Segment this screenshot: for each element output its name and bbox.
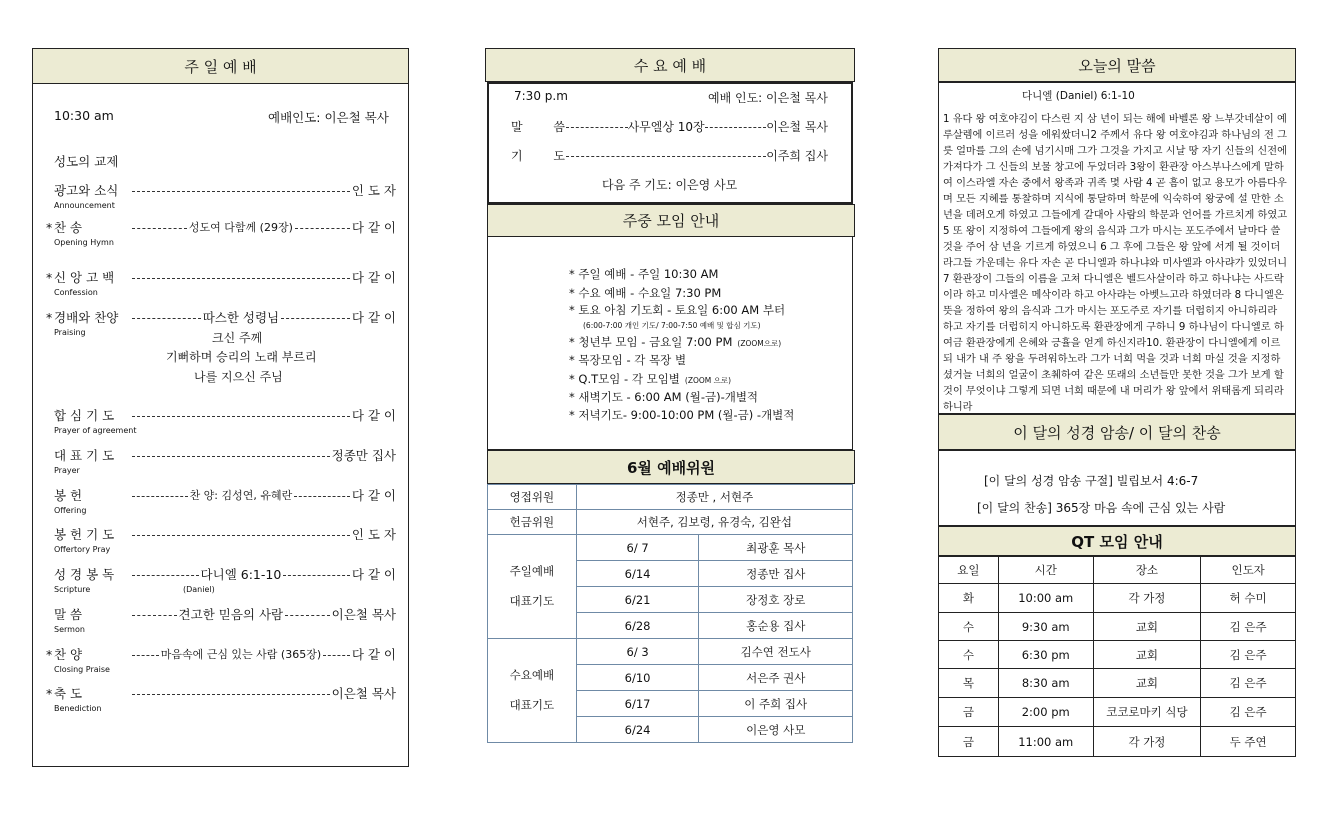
order-item-name: 봉 헌 [54, 488, 83, 503]
bullet-icon: * [569, 408, 579, 422]
date-cell: 6/10 [576, 665, 699, 691]
scripture-line: 여 이스라엘 자손 중에서 왕족과 귀족 몇 사람 4 곧 흠이 없고 용모가 아름다우 [943, 178, 1287, 189]
offering-label: 헌금위원 [488, 510, 577, 535]
table-row [939, 613, 1296, 641]
scripture-line: 며 모든 지혜를 통찰하며 지식에 통달하며 학문에 익숙하여 왕궁에 설 만한 소 [943, 194, 1284, 205]
bullet-icon: * [569, 353, 579, 367]
date-cell: 6/21 [576, 587, 699, 613]
dash-leader [132, 191, 350, 192]
scripture-line: 년을 데려오게 하였고 그들에게 갈대아 사람의 학문과 언어를 가르치게 하였고 [943, 210, 1288, 221]
label-line: 주일예배 [509, 563, 555, 578]
table-row [488, 639, 853, 665]
wed-sermon-content: 사무엘상 10장 [627, 120, 705, 134]
dash-leader [283, 575, 350, 576]
bullet-icon: * [569, 372, 579, 386]
dash-leader [285, 615, 330, 616]
dash-leader [281, 318, 350, 319]
table-header-row [939, 557, 1296, 584]
qt-cell: 교회 [1093, 641, 1201, 669]
wed-sermon-label-char: 씀 [553, 120, 565, 134]
qt-cell: 11:00 am [998, 727, 1093, 757]
order-item-content: 성도여 다함께 (29장) [188, 221, 293, 234]
order-item-leader: 다 같 이 [351, 567, 397, 582]
june-header [487, 450, 855, 484]
table-row [488, 485, 853, 510]
dash-leader [132, 228, 187, 229]
qt-header-cell: 요일 [939, 557, 999, 584]
order-item-name: 광고와 소식 [54, 183, 119, 198]
order-item-name: 찬 양 [54, 647, 83, 662]
weekly-item [569, 407, 794, 423]
order-item [46, 565, 396, 583]
qt-cell: 6:30 pm [998, 641, 1093, 669]
name-cell: 서은주 권사 [699, 665, 853, 691]
order-item [46, 218, 396, 236]
wed-prayer-label [511, 147, 565, 164]
order-item-leader: 인 도 자 [351, 183, 396, 198]
zoom-note: (ZOOM으로) [737, 339, 782, 348]
weekly-header [487, 204, 855, 237]
scripture-line: 하니라 [943, 402, 973, 413]
dash-leader [132, 575, 199, 576]
scripture-line: 가져다가 그 신들의 보물 창고에 두었더라 3왕이 환관장 아스부나스에게 말하 [943, 162, 1284, 173]
scripture-line: 릇 얼마를 그의 손에 넘기시매 그가 그것을 가지고 시날 땅 자기 신들의 신전에 [943, 146, 1287, 157]
order-item [46, 645, 396, 663]
order-item-english: Sermon [54, 625, 85, 634]
qt-cell: 허 수미 [1201, 584, 1296, 613]
order-item [46, 525, 396, 543]
qt-cell: 김 은주 [1201, 669, 1296, 698]
order-item-leader: 이은철 목사 [331, 686, 396, 701]
dash-leader [566, 156, 766, 157]
memory-hymn: [이 달의 찬송] 365장 마음 속에 근심 있는 사람 [977, 501, 1226, 515]
order-item-content: 다니엘 6:1-10 [200, 567, 282, 582]
dash-leader [705, 127, 767, 128]
qt-cell: 각 가정 [1093, 727, 1201, 757]
wed-sermon-who: 이은철 목사 [766, 120, 829, 134]
required-mark: * [46, 219, 53, 235]
order-item-content: 견고한 믿음의 사람 [178, 607, 284, 622]
table-row [939, 669, 1296, 698]
qt-cell: 교회 [1093, 669, 1201, 698]
wed-prayer-line [566, 147, 828, 164]
order-item-leader: 다 같 이 [351, 647, 397, 662]
dash-leader [132, 278, 350, 279]
sunday-leader: 예배인도: 이은철 목사 [268, 110, 389, 125]
required-mark: * [46, 269, 53, 285]
order-item-content: 마음속에 근심 있는 사람 (365장) [160, 648, 322, 661]
order-item-english: Praising [54, 328, 86, 337]
offering-committee: 서현주, 김보령, 유경숙, 김완섭 [576, 510, 852, 535]
required-mark: * [46, 646, 53, 662]
weekly-item-text: 주일 예배 - 주일 10:30 AM [578, 267, 719, 281]
dash-leader [566, 127, 628, 128]
sunday-prayer-label [488, 535, 577, 639]
wed-prayer-label-char: 기 [511, 149, 523, 163]
order-item [46, 181, 396, 199]
qt-cell: 각 가정 [1093, 584, 1201, 613]
scripture-line: 것을 주어 삼 년을 기르게 하였으니 6 그 후에 그들은 왕 앞에 서게 될 것이더 [943, 242, 1281, 253]
name-cell: 최광훈 목사 [699, 535, 853, 561]
weekly-item [569, 389, 758, 405]
scripture-line: 셨거늘 너희의 얼굴이 초췌하여 같은 또래의 소년들만 못한 것을 그가 보게 할 [943, 370, 1284, 381]
dash-leader [132, 416, 350, 417]
order-item-name: 신 앙 고 백 [54, 270, 115, 285]
order-item [46, 406, 396, 424]
dash-leader [132, 615, 177, 616]
scripture-line: 루살렘에 이르러 성을 에워쌌더니2 주께서 유다 왕 여호야김과 하나님의 전 그 [943, 130, 1287, 141]
sunday-title: 주 일 예 배 [184, 57, 257, 76]
qt-cell: 김 은주 [1201, 613, 1296, 641]
qt-cell: 화 [939, 584, 999, 613]
order-item-english: Prayer [54, 466, 80, 475]
table-row [488, 510, 853, 535]
label-line: 수요예배 [509, 667, 555, 682]
order-item-name: 찬 송 [54, 220, 83, 235]
praise-song: 크신 주께 [212, 331, 263, 345]
word-header [938, 48, 1296, 82]
wednesday-time: 7:30 p.m [514, 89, 568, 103]
order-item [46, 268, 396, 286]
qt-cell: 수 [939, 641, 999, 669]
order-item-leader: 다 같 이 [351, 310, 396, 325]
table-row [488, 535, 853, 561]
qt-header-cell: 장소 [1093, 557, 1201, 584]
qt-cell: 8:30 am [998, 669, 1093, 698]
wednesday-header [485, 48, 855, 82]
required-mark: * [46, 309, 53, 325]
qt-cell: 목 [939, 669, 999, 698]
dash-leader [132, 535, 350, 536]
wed-prayer-label-cell [488, 639, 577, 743]
june-committee-table [487, 484, 853, 743]
order-item-english: Confession [54, 288, 98, 297]
order-item-name: 봉 헌 기 도 [54, 527, 115, 542]
weekly-item-text: 새벽기도 - 6:00 AM (월-금)-개별적 [578, 390, 759, 404]
dash-leader [132, 496, 188, 497]
scripture-line: 여금 환관장에게 은혜와 긍휼을 얻게 하신지라10. 환관장이 다니엘에게 이르 [943, 338, 1281, 349]
label-line: 대표기도 [509, 697, 555, 712]
zoom-note: (ZOOM 으로) [684, 376, 732, 385]
order-item [46, 684, 396, 702]
order-item-english: Offering [54, 506, 87, 515]
order-item-english: Opening Hymn [54, 238, 114, 247]
name-cell: 장정호 장로 [699, 587, 853, 613]
weekly-item-text: 토요 아침 기도회 - 토요일 6:00 AM 부터 [578, 303, 786, 317]
dash-leader [132, 318, 201, 319]
scripture-line: 하고 자기를 더럽히지 아니하도록 환관장에게 구하니 9 하나님이 다니엘로 하 [943, 322, 1284, 333]
dash-leader [132, 655, 159, 656]
qt-cell: 2:00 pm [998, 698, 1093, 727]
qt-cell: 김 은주 [1201, 641, 1296, 669]
scripture-line: 5 또 왕이 지정하여 그들에게 왕의 음식과 그가 마시는 포도주에서 날마다 쓸 [943, 226, 1281, 237]
order-item [46, 486, 396, 504]
dash-leader [294, 496, 350, 497]
scripture-line: 것이 무엇이냐 그렇게 되면 너희 때문에 내 머리가 왕 앞에서 위태롭게 되리라 [943, 386, 1284, 397]
qt-cell: 금 [939, 727, 999, 757]
order-item-leader: 정종만 집사 [331, 448, 396, 463]
qt-cell: 교회 [1093, 613, 1201, 641]
name-cell: 이은영 사모 [699, 717, 853, 743]
bullet-icon: * [569, 303, 579, 317]
required-mark: * [46, 685, 53, 701]
order-item-leader: 다 같 이 [351, 488, 397, 503]
weekly-item-text: 저녁기도- 9:00-10:00 PM (월-금) -개별적 [578, 408, 795, 422]
order-item-name: 합 심 기 도 [54, 408, 115, 423]
order-item-english: Announcement [54, 201, 115, 210]
qt-header-cell: 인도자 [1201, 557, 1296, 584]
dash-leader [295, 228, 350, 229]
weekly-item [569, 371, 731, 387]
date-cell: 6/ 7 [576, 535, 699, 561]
order-item-leader: 인 도 자 [351, 527, 396, 542]
wednesday-title: 수 요 예 배 [633, 56, 707, 75]
table-row [939, 727, 1296, 757]
order-item [46, 446, 396, 464]
bullet-icon: * [569, 267, 579, 281]
greeters: 정종만 , 서현주 [576, 485, 852, 510]
date-cell: 6/28 [576, 613, 699, 639]
name-cell: 김수연 전도사 [699, 639, 853, 665]
order-item [46, 308, 396, 326]
table-row [939, 641, 1296, 669]
weekly-item-text: 청년부 모임 - 금요일 7:00 PM [578, 335, 733, 349]
table-row [939, 584, 1296, 613]
label-line: 대표기도 [509, 593, 555, 608]
sunday-time: 10:30 am [54, 108, 114, 123]
qt-header [938, 526, 1296, 556]
date-cell: 6/14 [576, 561, 699, 587]
order-item-name: 축 도 [54, 686, 83, 701]
order-item-content: 찬 양: 김성연, 유혜란 [189, 489, 293, 502]
order-item-leader: 다 같 이 [351, 270, 396, 285]
weekly-item-text: Q.T모임 - 각 모임별 [578, 372, 680, 386]
weekly-item [569, 285, 721, 301]
june-title: 6월 예배위원 [626, 458, 716, 477]
wednesday-leader: 예배 인도: 이은철 목사 [708, 91, 828, 105]
praise-song: 기뻐하며 승리의 노래 부르리 [166, 350, 317, 364]
order-item [46, 605, 396, 623]
qt-title: QT 모임 안내 [1071, 532, 1163, 551]
qt-cell: 9:30 am [998, 613, 1093, 641]
bullet-icon: * [569, 335, 579, 349]
next-prayer: 다음 주 기도: 이은영 사모 [602, 178, 738, 192]
weekly-item [569, 302, 785, 318]
praise-song: 나를 지으신 주님 [194, 370, 283, 384]
sunday-header [32, 48, 409, 84]
order-item-english-sub: (Daniel) [183, 585, 215, 594]
weekly-item [569, 334, 781, 350]
order-item-leader: 다 같 이 [351, 220, 396, 235]
order-item-english: Benediction [54, 704, 102, 713]
bullet-icon: * [569, 390, 579, 404]
order-item-leader: 다 같 이 [351, 408, 396, 423]
dash-leader [323, 655, 350, 656]
dash-leader [132, 694, 330, 695]
scripture-line: 1 유다 왕 여호야김이 다스린 지 삼 년이 되는 해에 바벨론 왕 느부갓네살이 예 [943, 114, 1287, 125]
qt-header-cell: 시간 [998, 557, 1093, 584]
wed-sermon-line [566, 118, 828, 135]
wed-sermon-label-char: 말 [511, 120, 523, 134]
name-cell: 홍순용 집사 [699, 613, 853, 639]
weekly-item-text: 수요 예배 - 수요일 7:30 PM [578, 286, 722, 300]
wed-prayer-label-char: 도 [553, 149, 565, 163]
qt-cell: 코코로마키 식당 [1093, 698, 1201, 727]
name-cell: 정종만 집사 [699, 561, 853, 587]
table-row [939, 698, 1296, 727]
bullet-icon: * [569, 286, 579, 300]
order-item-name: 대 표 기 도 [54, 448, 115, 463]
order-item-content: 따스한 성령님 [202, 310, 280, 325]
dash-leader [132, 456, 330, 457]
memory-title: 이 달의 성경 암송/ 이 달의 찬송 [1013, 423, 1221, 442]
qt-cell: 10:00 am [998, 584, 1093, 613]
name-cell: 이 주희 집사 [699, 691, 853, 717]
scripture-line: 뜻을 정하여 왕의 음식과 그가 마시는 포도주로 자기를 더럽히지 아니하리라 [943, 306, 1278, 317]
date-cell: 6/24 [576, 717, 699, 743]
order-item-english: Prayer of agreement [54, 426, 137, 435]
word-reference: 다니엘 (Daniel) 6:1-10 [1022, 90, 1135, 102]
weekly-item [569, 352, 686, 368]
order-item-name: 성 경 봉 독 [54, 567, 115, 582]
order-item-leader: 이은철 목사 [331, 607, 397, 622]
order-item-name: 경배와 찬양 [54, 310, 119, 325]
fellowship-label: 성도의 교제 [54, 154, 119, 169]
memory-verse: [이 달의 성경 암송 구절] 빌립보서 4:6-7 [984, 474, 1199, 488]
qt-cell: 김 은주 [1201, 698, 1296, 727]
wed-prayer-who: 이주희 집사 [766, 149, 828, 163]
weekly-item [569, 266, 718, 282]
qt-cell: 금 [939, 698, 999, 727]
scripture-line: 이라 하고 미사엘은 메삭이라 하고 아사랴는 아벳느고라 하였더라 8 다니엘은 [943, 290, 1284, 301]
date-cell: 6/ 3 [576, 639, 699, 665]
scripture-line: 되 내가 내 주 왕을 두려워하노라 그가 너희 먹을 것과 너희 마실 것을 지정하 [943, 354, 1281, 365]
order-item-english: Offertory Pray [54, 545, 111, 554]
greeter-label: 영접위원 [488, 485, 577, 510]
qt-table [938, 556, 1296, 757]
scripture-line: 7 환관장이 그들의 이름을 고쳐 다니엘은 벨드사살이라 하고 하나냐는 사드락 [943, 274, 1284, 285]
order-item-english: Scripture [54, 585, 91, 594]
saturday-note: (6:00-7:00 개인 기도/ 7:00-7:50 예배 및 합심 기도) [583, 321, 761, 330]
weekly-item-text: 목장모임 - 각 목장 별 [578, 353, 687, 367]
qt-cell: 수 [939, 613, 999, 641]
order-item-name: 말 씀 [54, 607, 83, 622]
memory-header [938, 414, 1296, 450]
date-cell: 6/17 [576, 691, 699, 717]
word-title: 오늘의 말씀 [1078, 56, 1156, 75]
scripture-line: 라그들 가운데는 유다 자손 곧 다니엘과 하나냐와 미사엘과 아사랴가 있었더니 [943, 258, 1288, 269]
qt-cell: 두 주연 [1201, 727, 1296, 757]
weekly-title: 주중 모임 안내 [622, 212, 720, 230]
wed-sermon-label [511, 118, 565, 135]
order-item-english: Closing Praise [54, 665, 110, 674]
